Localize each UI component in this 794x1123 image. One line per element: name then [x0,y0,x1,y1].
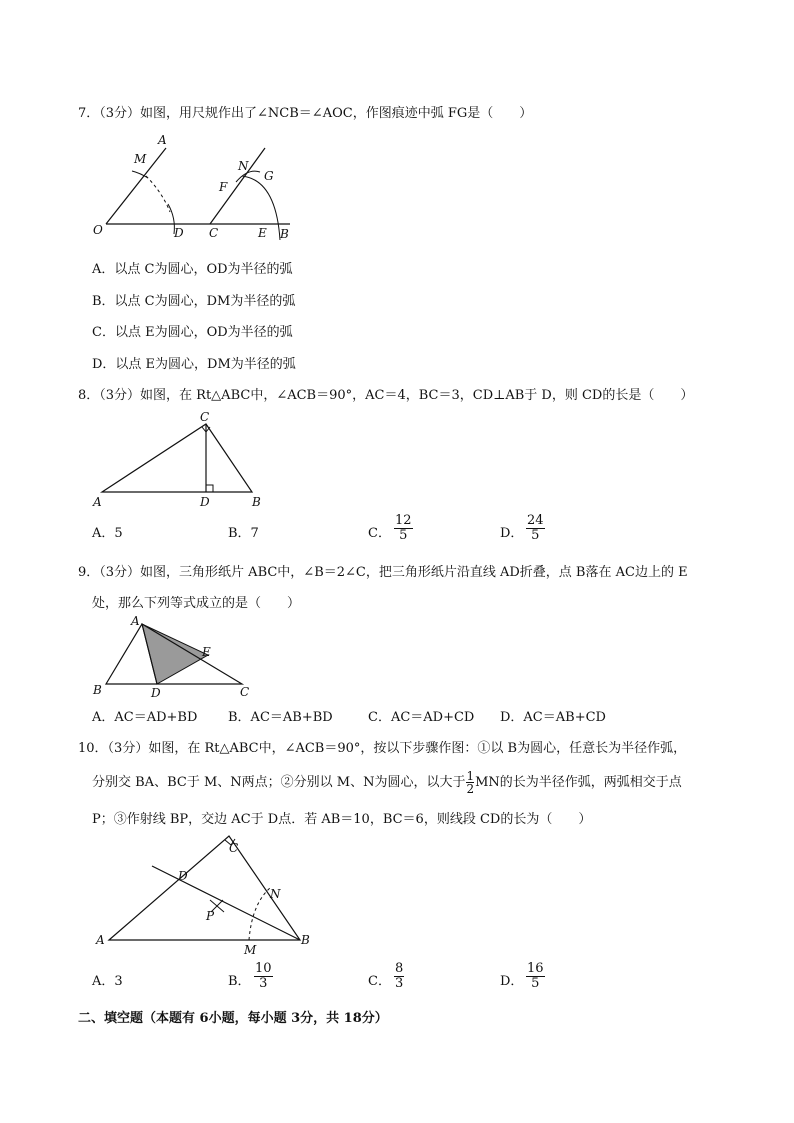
q7-figure [90,130,300,245]
q7-label-d: D [174,226,184,240]
q10-stem-line2 [92,770,682,795]
q9-label-b: B [93,683,102,697]
q7-label-o: O [93,223,103,237]
q10-half-numerator: 1 [466,769,475,783]
q8-option-a: A．5 [92,526,123,541]
q10-stem-line2-post: MN的长为半径作弧，两弧相交于点 [475,775,682,790]
q10-option-d-denominator: 5 [531,976,540,991]
q10-option-d-numerator: 16 [527,961,544,976]
q10-stem-line3: P；③作射线 BP，交边 AC于 D点．若 AB＝10，BC＝6，则线段 CD的长为（ ） [92,812,592,827]
q9-stem-line1: 9．（3分）如图，三角形纸片 ABC中，∠B＝2∠C，把三角形纸片沿直线 AD折叠，点 B落在 AC边上的 E [78,565,688,580]
q7-label-f: F [219,180,228,194]
q8-option-d-numerator: 24 [527,513,544,528]
q10-figure [92,832,322,957]
q7-label-m: M [134,152,147,166]
q8-option-c-fraction [394,514,413,543]
q8-option-c-numerator: 12 [395,513,412,528]
q9-option-d: D．AC＝AB+CD [500,710,606,725]
q9-label-a: A [131,614,140,628]
q7-label-a: A [158,133,167,147]
q8-option-d-label: D． [500,526,524,541]
q10-option-a: A．3 [92,974,123,989]
q10-option-c-denominator: 3 [395,976,404,991]
q10-label-c: C [229,841,239,855]
q10-stem-line2-pre: 分别交 BA、BC于 M、N两点；②分别以 M、N为圆心，以大于 [92,775,466,790]
q10-option-d-label: D． [500,974,524,989]
q9-figure [90,612,260,702]
q7-option-c: C．以点 E为圆心，OD为半径的弧 [92,325,293,340]
q10-label-p: P [206,909,215,923]
q8-option-c-label: C． [368,526,391,541]
q10-label-m: M [244,943,257,957]
q10-option-b-fraction [254,962,273,991]
q8-figure [90,408,270,510]
q10-half-denominator: 2 [466,782,475,796]
q8-label-b: B [252,495,261,509]
q7-option-d: D．以点 E为圆心，DM为半径的弧 [92,357,296,372]
q7-label-b: B [280,227,289,241]
q8-label-c: C [200,410,210,424]
q8-option-d-denominator: 5 [531,528,540,543]
q10-stem-line1: 10．（3分）如图，在 Rt△ABC中，∠ACB＝90°，按以下步骤作图：①以 B为圆心，任意长为半径作弧， [78,741,687,756]
q8-label-a: A [93,495,102,509]
q10-option-c-label: C． [368,974,391,989]
q7-option-a: A．以点 C为圆心，OD为半径的弧 [92,262,293,277]
q7-stem: 7．（3分）如图，用尺规作出了∠NCB＝∠AOC，作图痕迹中弧 FG是（ ） [78,106,533,121]
section-heading-fill-in: 二、填空题（本题有 6小题，每小题 3分，共 18分） [78,1011,388,1026]
q10-label-d: D [178,869,188,883]
q10-option-c-fraction [394,962,404,991]
q9-label-d: D [151,686,161,700]
q10-label-a: A [96,933,105,947]
q8-stem: 8．（3分）如图，在 Rt△ABC中，∠ACB＝90°，AC＝4，BC＝3，CD⊥AB于 D，则 CD的长是（ ） [78,388,694,403]
q10-label-n: N [270,887,281,901]
q10-option-c-numerator: 8 [395,961,404,976]
q9-stem-line2: 处，那么下列等式成立的是（ ） [92,596,301,611]
q8-option-c-denominator: 5 [399,528,408,543]
q9-option-b: B．AC＝AB+BD [228,710,333,725]
q10-option-b-denominator: 3 [259,976,268,991]
q9-label-c: C [240,685,250,699]
q8-option-d-fraction [526,514,545,543]
q7-label-g: G [264,169,274,183]
q10-option-b-numerator: 10 [255,961,272,976]
q9-option-c: C．AC＝AD+CD [368,710,475,725]
q9-option-a: A．AC＝AD+BD [92,710,198,725]
q10-label-b: B [301,933,310,947]
q10-half-fraction [466,770,474,795]
q9-label-e: E [202,645,211,659]
q8-label-d: D [200,495,210,509]
q7-label-n: N [238,159,249,173]
q7-label-c: C [209,226,219,240]
q7-label-e: E [258,226,267,240]
q10-option-d-fraction [526,962,545,991]
q7-option-b: B．以点 C为圆心，DM为半径的弧 [92,294,296,309]
q10-option-b-label: B． [228,974,251,989]
q8-option-b: B．7 [228,526,259,541]
